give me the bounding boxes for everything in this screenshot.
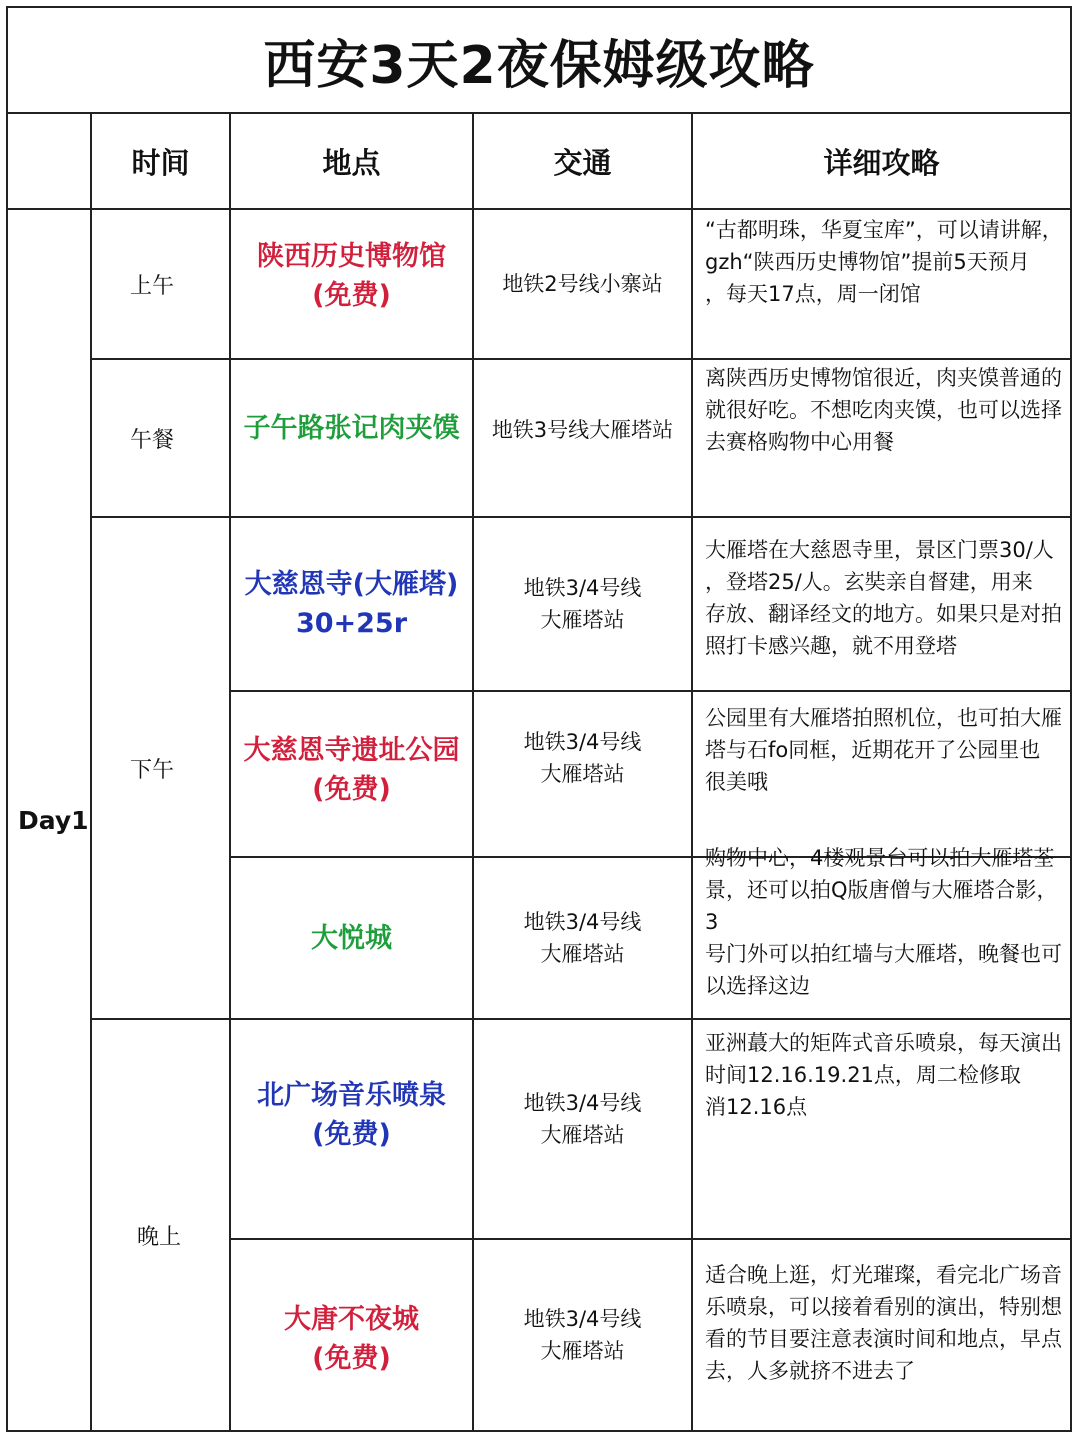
transport-cell xyxy=(474,1010,691,1228)
place-note: (免费) xyxy=(312,774,391,805)
place-cell xyxy=(231,350,472,506)
detail-line: 适合晚上逛，灯光璀璨，看完北广场音 xyxy=(705,1263,1062,1287)
period-morning: 上午 xyxy=(129,273,174,299)
transport-cell xyxy=(474,1240,691,1430)
detail-line: 以选择这边 xyxy=(705,974,810,998)
detail-line: 乐喷泉，可以接着看别的演出，特别想 xyxy=(705,1295,1062,1319)
place-name: 子午路张记肉夹馍 xyxy=(243,412,460,444)
detail-cell xyxy=(693,1228,1070,1418)
detail-line: 去赛格购物中心用餐 xyxy=(705,430,894,454)
transport-cell xyxy=(474,518,691,690)
detail-line: 时间12.16.19.21点，周二检修取 xyxy=(705,1063,1021,1087)
detail-cell xyxy=(693,188,1070,336)
period-evening: 晚上 xyxy=(136,1224,181,1250)
detail-text xyxy=(705,534,1062,662)
detail-cell xyxy=(693,966,1070,1184)
detail-cell xyxy=(693,668,1070,832)
header-time: 时间 xyxy=(131,145,190,180)
transport-station: 大雁塔站 xyxy=(540,1123,625,1147)
place-note: (免费) xyxy=(312,1119,391,1150)
place-name: 大唐不夜城 xyxy=(284,1304,419,1335)
detail-line: 看的节目要注意表演时间和地点，早点 xyxy=(705,1327,1062,1351)
place-cell xyxy=(231,202,472,350)
transport-line: 地铁3/4号线 xyxy=(523,730,642,754)
detail-line: 亚洲蕞大的矩阵式音乐喷泉，每天演出 xyxy=(705,1031,1062,1055)
place-name: 北广场音乐喷泉 xyxy=(257,1080,446,1111)
detail-line: 存放、翻译经文的地方。如果只是对拍 xyxy=(705,602,1062,626)
detail-line: 去，人多就挤不进去了 xyxy=(705,1359,915,1383)
detail-line: 大雁塔在大慈恩寺里，景区门票30/人 xyxy=(705,538,1054,562)
detail-text xyxy=(705,362,1062,458)
detail-text xyxy=(705,214,1063,310)
transport-cell xyxy=(474,676,691,840)
detail-line: 消12.16点 xyxy=(705,1095,808,1119)
transport-line: 地铁3/4号线 xyxy=(523,910,642,934)
place-cell xyxy=(231,1006,472,1224)
place-name: 大慈恩寺(大雁塔) xyxy=(244,569,459,600)
period-lunch: 午餐 xyxy=(129,427,174,453)
detail-cell xyxy=(693,332,1070,488)
place-cell xyxy=(231,858,472,1018)
detail-line: 景，还可以拍Q版唐僧与大雁塔合影，3 xyxy=(705,878,1058,934)
transport-cell xyxy=(474,858,691,1018)
page-title: 西安3天2夜保姆级攻略 xyxy=(263,35,815,96)
detail-line: gzh“陕西历史博物馆”提前5天预月 xyxy=(705,250,1030,274)
period-afternoon: 下午 xyxy=(129,757,174,783)
detail-line: 就很好吃。不想吃肉夹馍，也可以选择 xyxy=(705,398,1062,422)
detail-line: 离陕西历史博物馆很近，肉夹馍普通的 xyxy=(705,366,1062,390)
detail-text xyxy=(705,702,1062,798)
transport-cell xyxy=(474,210,691,358)
place-note: (免费) xyxy=(312,280,391,311)
place-name: 大悦城 xyxy=(311,922,392,954)
detail-cell xyxy=(693,512,1070,684)
header-detail: 详细攻略 xyxy=(823,145,940,180)
detail-text xyxy=(705,1027,1062,1123)
detail-line: 很美哦 xyxy=(705,770,768,794)
place-cell xyxy=(231,1244,472,1434)
place-cell xyxy=(231,518,472,690)
transport-line: 地铁3/4号线 xyxy=(523,576,642,600)
transport-station: 大雁塔站 xyxy=(540,942,625,966)
detail-line: 照打卡感兴趣，就不用登塔 xyxy=(705,634,957,658)
detail-line: 购物中心，4楼观景台可以拍大雁塔荃 xyxy=(705,846,1055,870)
transport-cell xyxy=(474,352,691,508)
header-transport: 交通 xyxy=(553,145,612,180)
place-note: (免费) xyxy=(312,1343,391,1374)
detail-line: ，每天17点，周一闭馆 xyxy=(705,282,921,306)
transport-station: 大雁塔站 xyxy=(540,608,625,632)
day-label: Day1 xyxy=(18,805,89,835)
transport-station: 大雁塔站 xyxy=(540,1339,625,1363)
place-cell xyxy=(231,688,472,852)
header-place: 地点 xyxy=(322,145,381,180)
transport-line: 地铁2号线小寨站 xyxy=(502,272,663,296)
detail-line: 塔与石fo同框，近期花开了公园里也 xyxy=(705,738,1041,762)
detail-line: ，登塔25/人。玄奘亲自督建，用来 xyxy=(705,570,1033,594)
transport-line: 地铁3号线大雁塔站 xyxy=(491,418,674,442)
transport-station: 大雁塔站 xyxy=(540,762,625,786)
place-name: 大慈恩寺遗址公园 xyxy=(243,735,460,766)
detail-line: 号门外可以拍红墙与大雁塔，晚餐也可 xyxy=(705,942,1062,966)
detail-line: 公园里有大雁塔拍照机位，也可拍大雁 xyxy=(705,706,1062,730)
place-note: 30+25r xyxy=(295,608,408,639)
detail-text xyxy=(705,1259,1062,1387)
place-name: 陕西历史博物馆 xyxy=(257,241,446,272)
transport-line: 地铁3/4号线 xyxy=(523,1091,642,1115)
detail-line: “古都明珠，华夏宝库”，可以请讲解， xyxy=(705,218,1063,242)
transport-line: 地铁3/4号线 xyxy=(523,1307,642,1331)
